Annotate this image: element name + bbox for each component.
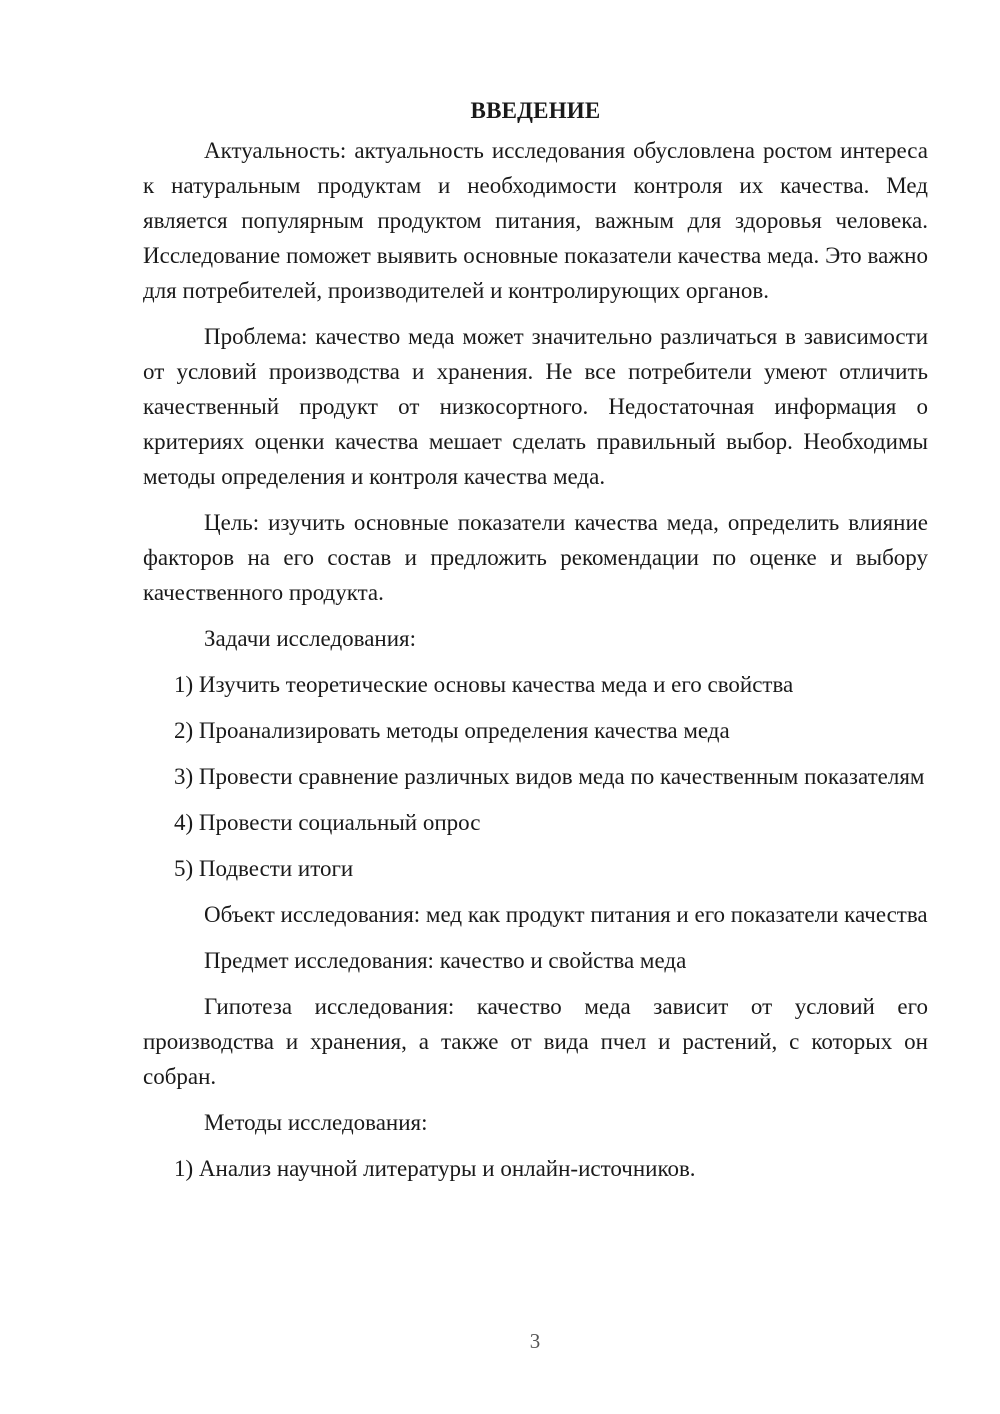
task-item-2: 2) Проанализировать методы определения качества меда [174,718,730,743]
methods-heading: Методы исследования: [204,1110,428,1135]
tasks-heading: Задачи исследования: [204,626,417,651]
page-content [143,93,928,1197]
paragraph-problem: Проблема: качество меда может значительно различаться в зависимости от условий производства и хранения. Не все потребители умеют отличить качественный продукт от низкосортного. Недостаточная информация о критериях оценки качества мешает сделать правильный выбор. Необходимы методы определения и контроля качества меда. [143,324,928,489]
task-item-1: 1) Изучить теоретические основы качества меда и его свойства [174,672,794,697]
method-item-1: 1) Анализ научной литературы и онлайн-источников. [174,1156,696,1181]
task-item-4: 4) Провести социальный опрос [174,810,481,835]
page-number: 3 [529,1329,541,1353]
paragraph-object: Объект исследования: мед как продукт питания и его показатели качества [204,902,928,927]
section-title: ВВЕДЕНИЕ [470,98,601,123]
task-item-3: 3) Провести сравнение различных видов меда по качественным показателям [174,764,925,789]
paragraph-relevance: Актуальность: актуальность исследования обусловлена ростом интереса к натуральным продуктам и необходимости контроля их качества. Мед является популярным продуктом питания, важным для здоровья человека. Исследование поможет выявить основные показатели качества меда. Это важно для потребителей, производителей и контролирующих органов. [143,138,928,303]
paragraph-hypothesis: Гипотеза исследования: качество меда зависит от условий его производства и хранения, а также от вида пчел и растений, с которых он собран. [143,994,928,1089]
paragraph-subject: Предмет исследования: качество и свойства меда [204,948,687,973]
task-item-5: 5) Подвести итоги [174,856,354,881]
paragraph-goal: Цель: изучить основные показатели качества меда, определить влияние факторов на его состав и предложить рекомендации по оценке и выбору качественного продукта. [143,510,928,605]
